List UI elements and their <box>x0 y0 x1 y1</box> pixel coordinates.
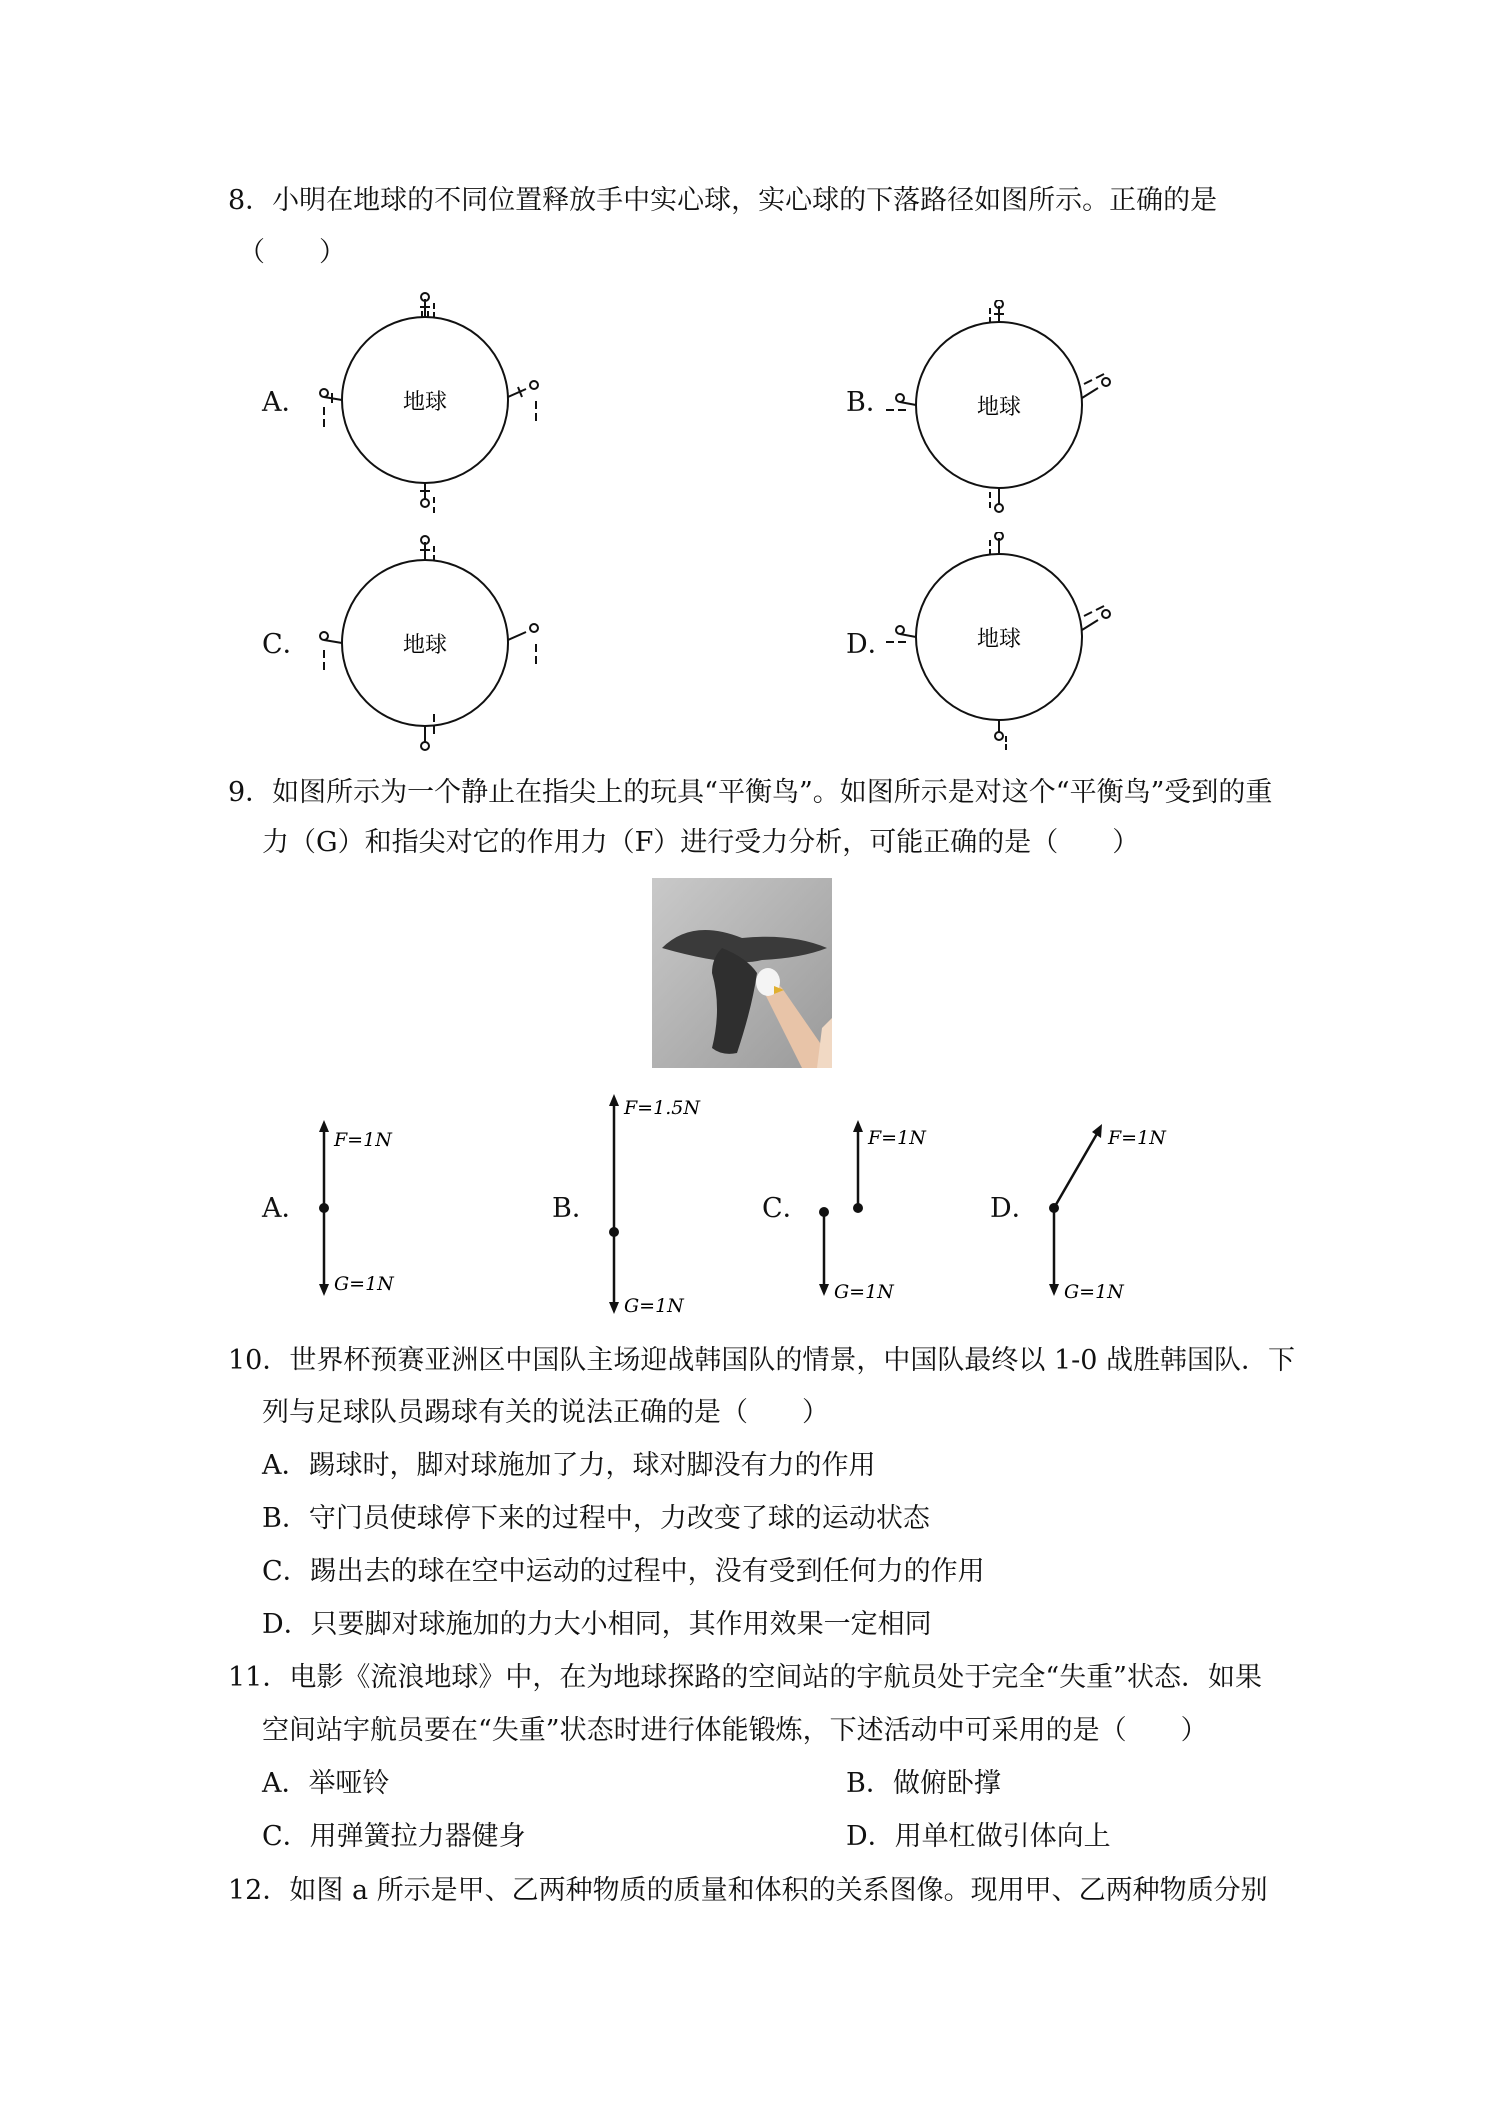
f-label: F=1.5N <box>624 1097 700 1119</box>
q8-option-c-letter: C． <box>262 629 310 660</box>
q9-option-d-force-diagram <box>1030 1110 1170 1310</box>
q8-option-d-letter: D． <box>846 629 895 660</box>
q11-option-a: A．举哑铃 <box>262 1768 390 1799</box>
q9-option-a-force-diagram <box>300 1110 420 1310</box>
q8-option-d-globe-figure <box>884 532 1114 752</box>
g-label: G=1N <box>334 1273 394 1295</box>
g-label: G=1N <box>834 1281 894 1303</box>
q9-option-c-force-diagram <box>800 1110 940 1310</box>
q11-stem-line1: 11．电影《流浪地球》中，在为地球探路的空间站的宇航员处于完全“失重”状态．如果 <box>228 1662 1262 1693</box>
f-label: F=1N <box>334 1129 392 1151</box>
q9-option-c-letter: C． <box>762 1193 810 1224</box>
q10-option-c: C．踢出去的球在空中运动的过程中，没有受到任何力的作用 <box>262 1556 985 1587</box>
g-label: G=1N <box>624 1295 684 1317</box>
globe-label: 地球 <box>402 633 448 658</box>
globe-label: 地球 <box>976 395 1022 420</box>
q9-option-b-letter: B． <box>552 1193 599 1224</box>
f-label: F=1N <box>1108 1127 1166 1149</box>
q10-option-b: B．守门员使球停下来的过程中，力改变了球的运动状态 <box>262 1503 930 1534</box>
q11-option-c: C．用弹簧拉力器健身 <box>262 1821 526 1852</box>
globe-label: 地球 <box>402 390 448 415</box>
q8-stem-line2: （ ） <box>238 237 346 268</box>
q11-option-b: B．做俯卧撑 <box>846 1768 1001 1799</box>
q11-option-d: D．用单杠做引体向上 <box>846 1821 1111 1852</box>
q10-stem-line2: 列与足球队员踢球有关的说法正确的是（ ） <box>262 1397 829 1428</box>
q10-option-a: A．踢球时，脚对球施加了力，球对脚没有力的作用 <box>262 1450 876 1481</box>
q8-option-b-globe-figure <box>884 300 1114 520</box>
q9-stem-line2: 力（G）和指尖对它的作用力（F）进行受力分析，可能正确的是（ ） <box>262 827 1140 858</box>
balance-bird-photo <box>652 878 832 1068</box>
q8-option-a-globe-figure <box>310 285 540 515</box>
q8-option-c-globe-figure <box>310 528 540 758</box>
q9-option-d-letter: D． <box>990 1193 1039 1224</box>
q9-stem-line1: 9．如图所示为一个静止在指尖上的玩具“平衡鸟”。如图所示是对这个“平衡鸟”受到的重 <box>228 777 1273 808</box>
q9-option-a-letter: A． <box>262 1193 309 1224</box>
q10-option-d: D．只要脚对球施加的力大小相同，其作用效果一定相同 <box>262 1609 932 1640</box>
globe-label: 地球 <box>976 627 1022 652</box>
q8-option-b-letter: B． <box>846 387 893 418</box>
f-label: F=1N <box>868 1127 926 1149</box>
g-label: G=1N <box>1064 1281 1124 1303</box>
q8-stem-line1: 8．小明在地球的不同位置释放手中实心球，实心球的下落路径如图所示。正确的是 <box>228 185 1218 216</box>
q10-stem-line1: 10．世界杯预赛亚洲区中国队主场迎战韩国队的情景，中国队最终以 1-0 战胜韩国队．下 <box>228 1345 1295 1376</box>
q9-option-b-force-diagram <box>590 1080 720 1320</box>
q12-stem-line1: 12．如图 a 所示是甲、乙两种物质的质量和体积的关系图像。现用甲、乙两种物质分别 <box>228 1875 1268 1906</box>
q11-stem-line2: 空间站宇航员要在“失重”状态时进行体能锻炼，下述活动中可采用的是（ ） <box>262 1715 1208 1746</box>
q8-option-a-letter: A． <box>262 387 309 418</box>
